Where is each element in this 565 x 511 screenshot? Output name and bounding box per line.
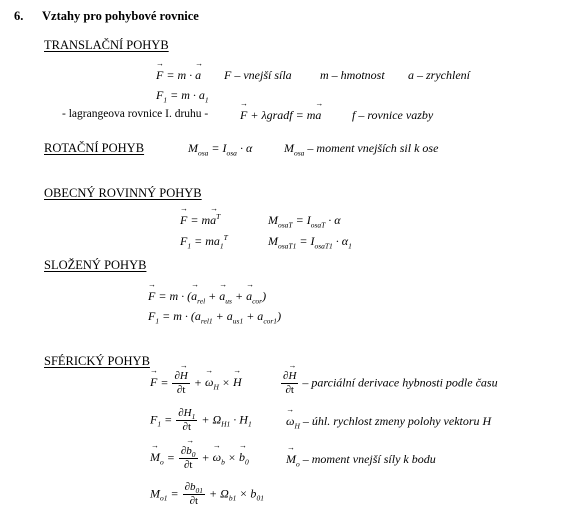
equation-spherical-moment: → $M_o$ = $\frac{\partial\to b_0}{\partial t}$ + → $\omega_b$ × → $b_0$ (150, 446, 249, 471)
desc-moment-text: – moment vnejších sil k ose (307, 141, 439, 155)
desc-force: F – vnejší síla (224, 68, 292, 82)
section-title-slozeny: SLOŽENÝ POHYB (44, 258, 147, 272)
equation-lagrange: → F + λgradf = m→ a (240, 108, 321, 123)
desc-point-text: – moment vnejší síly k bodu (302, 452, 436, 466)
section-title-obecny: OBECNÝ ROVINNÝ POHYB (44, 186, 202, 200)
desc-moment-symbol: M (284, 141, 294, 155)
equation-spherical-force: → F = $\frac{\partial\to H}{\partial t}$ + → $\omega_H$ × → H (150, 371, 242, 396)
section-title-sfericky: SFÉRICKÝ POHYB (44, 354, 150, 368)
equation-planar-moment-1: $M_{osaT1} = I_{osaT1} \cdot \alpha_1$ (268, 234, 352, 251)
section-number: 6. (14, 9, 24, 23)
desc-angular-velocity: → $\omega_H$ – úhl. rychlost zmeny polohy vektoru H (286, 414, 491, 429)
equation-planar-force: → $F = m\to a^T$ (180, 213, 220, 228)
equation-newton-1: $F_1 = m \cdot a_1$ (156, 88, 209, 105)
desc-moment: $M_{osa}$ – moment vnejších sil k ose (284, 141, 439, 158)
equation-newton: → F = m · → a (156, 68, 201, 83)
desc-acc: a – zrychlení (408, 68, 470, 82)
desc-angular-text: – úhl. rychlost zmeny polohy vektoru H (302, 414, 492, 428)
section-title-translacni: TRANSLAČNÍ POHYB (44, 38, 169, 52)
equation-planar-force-1: $F_1 = ma_1^T$ (180, 233, 228, 251)
section-title-rotacni: ROTAČNÍ POHYB (44, 141, 145, 155)
desc-point-moment: → $M_o$ – moment vnejší síly k bodu (286, 452, 436, 467)
lagrange-label: - lagrangeova rovnice I. druhu - (62, 108, 209, 120)
desc-mass: m – hmotnost (320, 68, 385, 82)
desc-partial-derivative: $\frac{\partial\to H}{\partial t}$ – parciální derivace hybnosti podle času (280, 371, 498, 396)
equation-rotation: $M_{osa} = I_{osa} \cdot \alpha$ (188, 141, 253, 158)
desc-partial-text: – parciální derivace hybnosti podle času (302, 375, 498, 390)
equation-composite: → F = m · (→ $a_{rel}$ + → $a_{us}$ + → $a_{cor}$) (148, 289, 266, 304)
page-title: Vztahy pro pohybové rovnice (42, 9, 199, 23)
equation-planar-moment: $M_{osaT} = I_{osaT} \cdot \alpha$ (268, 213, 341, 230)
equation-composite-1: $F_1 = m \cdot (a_{rel1} + a_{us1} + a_{cor1})$ (148, 309, 282, 326)
equation-spherical-moment-1: $M_{o1}$ = $\frac{\partial b_{01}}{\partial t}$ + $\Omega_{b1} \times b_{01}$ (150, 481, 264, 507)
equation-spherical-force-1: $F_1$ = $\frac{\partial H_1}{\partial t}$ + $\Omega_{H1} \cdot H_1$ (150, 407, 252, 433)
desc-constraint: f – rovnice vazby (352, 108, 434, 122)
